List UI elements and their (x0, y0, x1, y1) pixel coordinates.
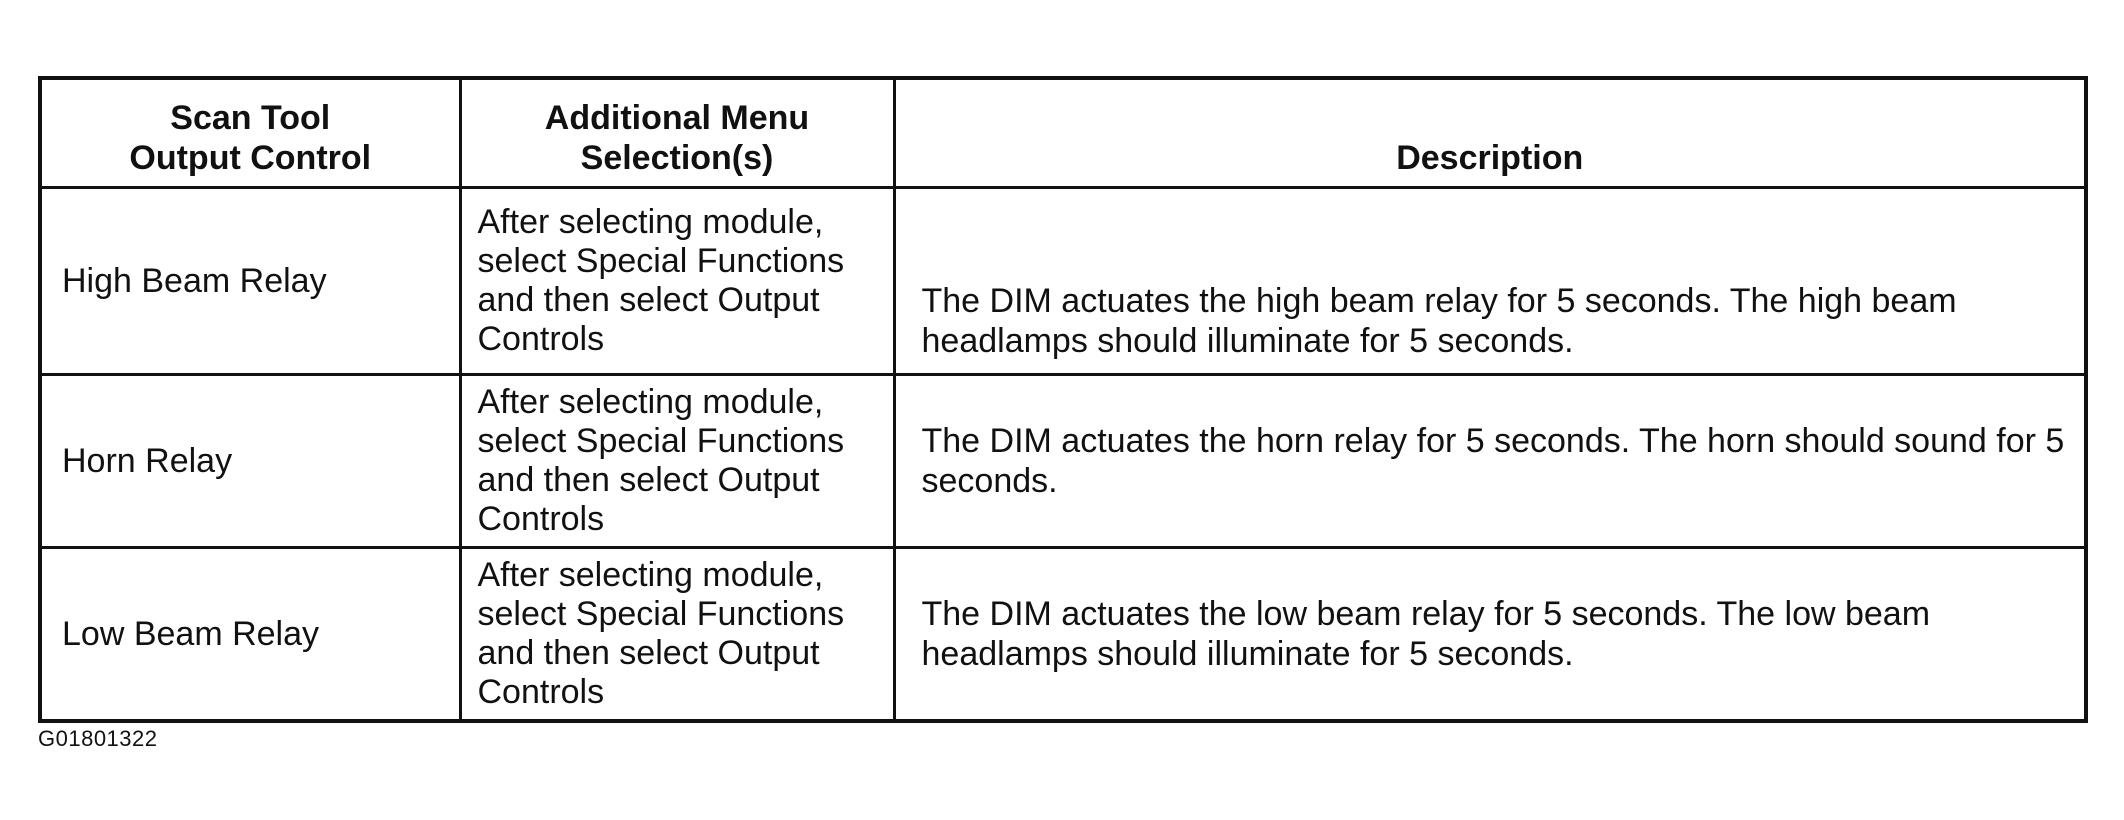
table-body (40, 188, 2086, 722)
cell-menu-selection: After selecting module, select Special Functions and then select Output Controls (460, 375, 894, 548)
header-control-line2: Output Control (129, 139, 372, 177)
cell-description: The DIM actuates the horn relay for 5 seconds. The horn should sound for 5 seconds. (894, 375, 2086, 548)
header-additional-menu-selections (460, 78, 894, 188)
cell-output-control: Horn Relay (40, 375, 460, 548)
cell-menu-selection: After selecting module, select Special Functions and then select Output Controls (460, 188, 894, 375)
header-row (40, 78, 2086, 188)
output-controls-table (38, 76, 2088, 723)
header-menu-line2: Selection(s) (580, 139, 774, 177)
cell-output-control: High Beam Relay (40, 188, 460, 375)
figure-id-label: G01801322 (38, 726, 158, 751)
cell-description: The DIM actuates the low beam relay for 5 seconds. The low beam headlamps should illuminate for 5 seconds. (894, 548, 2086, 722)
table-row (40, 188, 2086, 375)
header-control-line1: Scan Tool (170, 99, 331, 137)
table-row (40, 375, 2086, 548)
cell-menu-selection: After selecting module, select Special Functions and then select Output Controls (460, 548, 894, 722)
header-scan-tool-output-control (40, 78, 460, 188)
cell-description: The DIM actuates the high beam relay for 5 seconds. The high beam headlamps should illuminate for 5 seconds. (894, 188, 2086, 375)
header-menu-line1: Additional Menu (544, 99, 810, 137)
header-description: Description (894, 78, 2086, 188)
cell-output-control: Low Beam Relay (40, 548, 460, 722)
table-header (40, 78, 2086, 188)
table-row (40, 548, 2086, 722)
